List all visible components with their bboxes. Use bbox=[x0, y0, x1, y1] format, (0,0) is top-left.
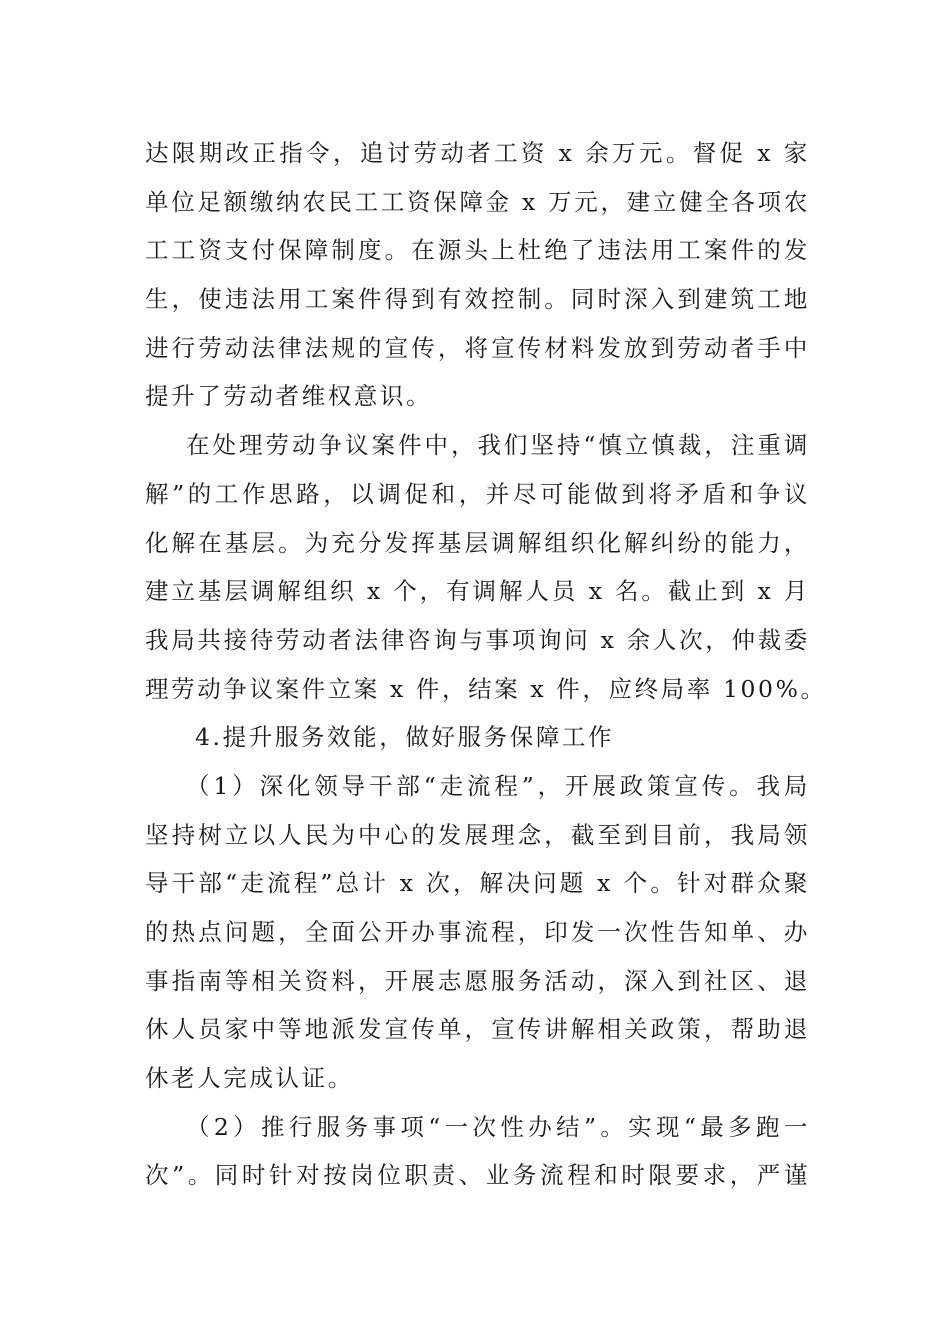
text-line: 导干部“走流程”总计 x 次，解决问题 x 个。针对群众聚 bbox=[145, 869, 810, 898]
text-line: 事指南等相关资料，开展志愿服务活动，深入到社区、退 bbox=[145, 966, 810, 995]
text-line: 的热点问题，全面公开办事流程，印发一次性告知单、办 bbox=[145, 918, 810, 946]
text-line: 理劳动争议案件立案 x 件，结案 x 件，应终局率 100%。 bbox=[145, 674, 827, 703]
text-line: 休人员家中等地派发宣传单，宣传讲解相关政策，帮助退 bbox=[145, 1015, 810, 1044]
text-line: 提升了劳动者维权意识。 bbox=[145, 382, 433, 411]
section-heading: 4.提升服务效能，做好服务保障工作 bbox=[195, 723, 615, 752]
text-line: 化解在基层。为充分发挥基层调解组织化解纠纷的能力， bbox=[145, 528, 810, 557]
text-line: 建立基层调解组织 x 个，有调解人员 x 名。截止到 x 月 bbox=[145, 577, 810, 606]
body-text bbox=[145, 129, 827, 1200]
text-line: 休老人完成认证。 bbox=[145, 1064, 354, 1093]
text-line: 我局共接待劳动者法律咨询与事项询问 x 余人次，仲裁委 bbox=[145, 625, 810, 654]
text-line: 坚持树立以人民为中心的发展理念，截至到目前，我局领 bbox=[145, 820, 810, 849]
text-line: 生，使违法用工案件得到有效控制。同时深入到建筑工地 bbox=[145, 285, 810, 314]
text-line: 在处理劳动争议案件中，我们坚持“慎立慎裁，注重调 bbox=[186, 431, 810, 460]
text-line: 达限期改正指令，追讨劳动者工资 x 余万元。督促 x 家 bbox=[145, 139, 810, 167]
text-line: 单位足额缴纳农民工工资保障金 x 万元，建立健全各项农 bbox=[145, 187, 810, 216]
text-line: （2）推行服务事项“一次性办结”。实现“最多跑一 bbox=[186, 1112, 810, 1141]
text-line: 解”的工作思路，以调促和，并尽可能做到将矛盾和争议 bbox=[145, 479, 810, 508]
text-line: 进行劳动法律法规的宣传，将宣传材料发放到劳动者手中 bbox=[145, 333, 810, 362]
text-line: （1）深化领导干部“走流程”，开展政策宣传。我局 bbox=[186, 771, 810, 800]
text-line: 工工资支付保障制度。在源头上杜绝了违法用工案件的发 bbox=[145, 236, 810, 265]
text-line: 次”。同时针对按岗位职责、业务流程和时限要求，严谨 bbox=[145, 1161, 810, 1190]
